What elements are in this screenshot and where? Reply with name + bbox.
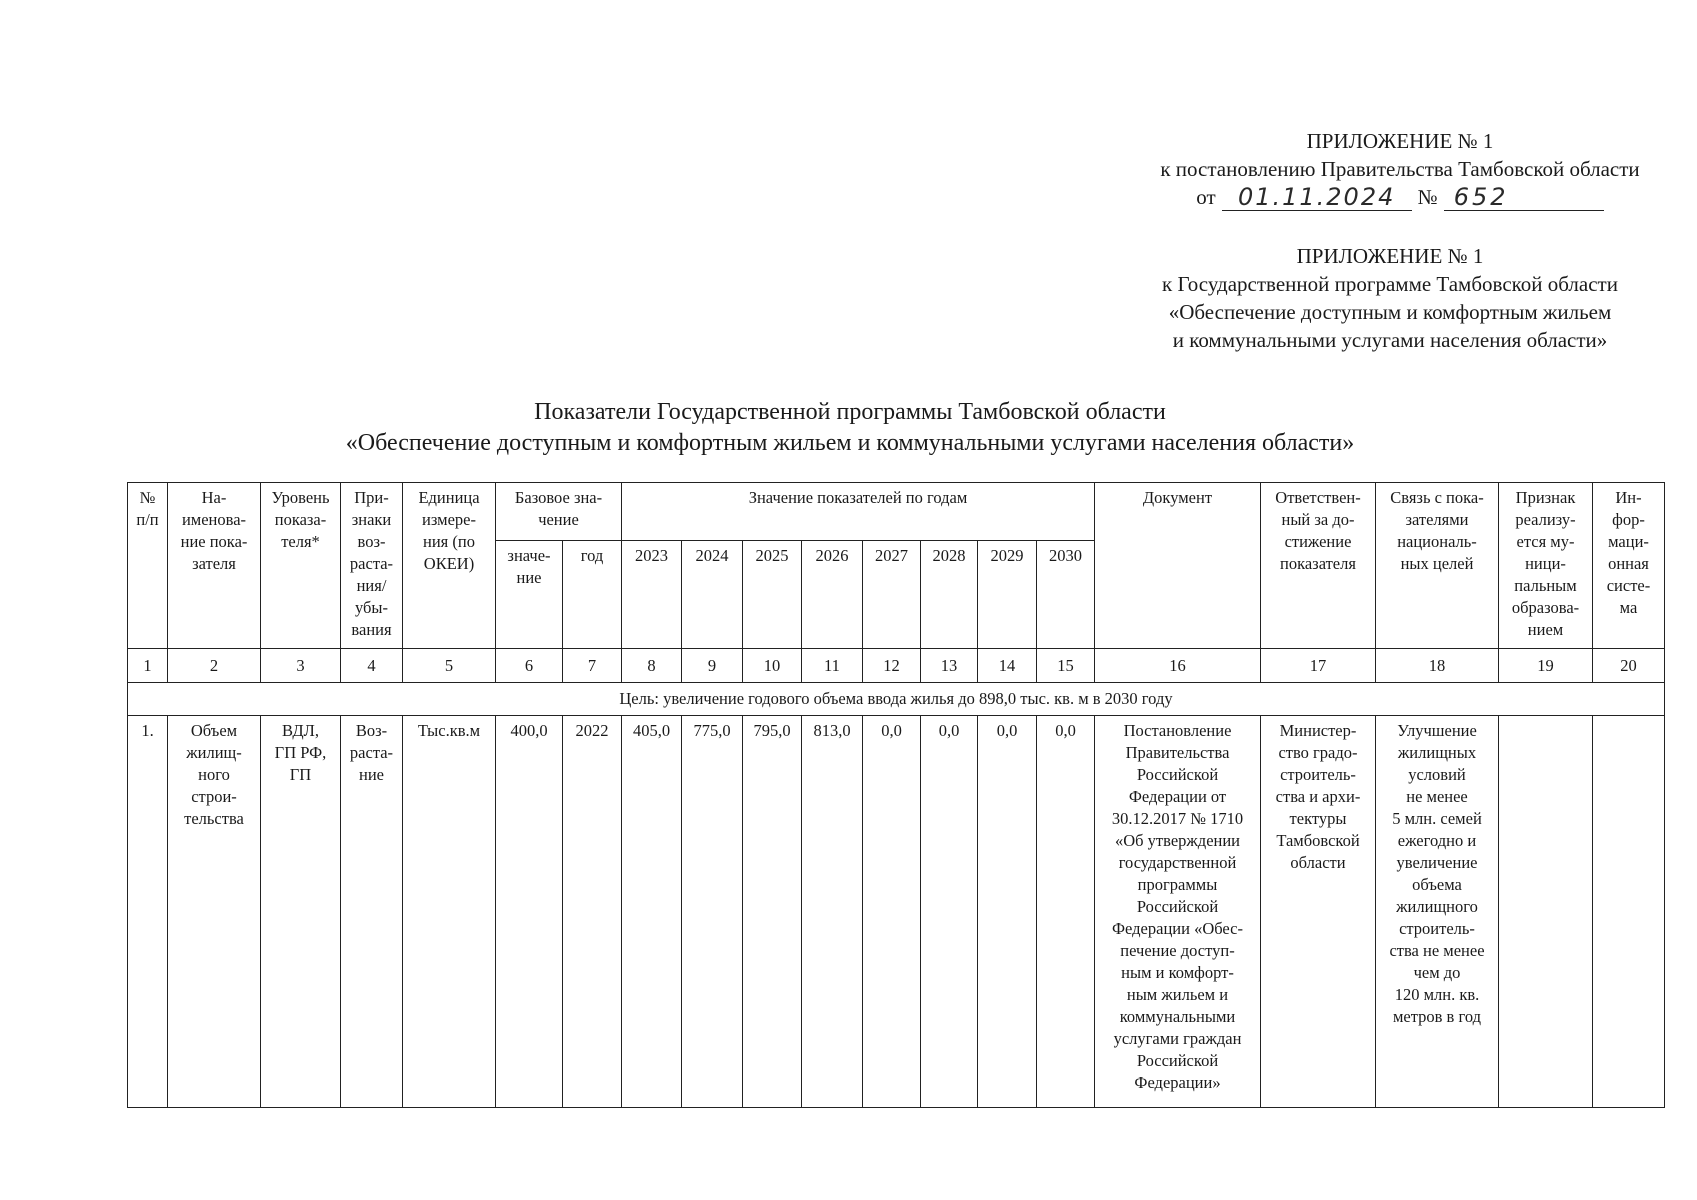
- column-number: 19: [1499, 649, 1593, 683]
- appendix-1-resolution-line: к постановлению Правительства Тамбовской области: [1160, 157, 1640, 181]
- column-number: 11: [802, 649, 863, 683]
- header-year: 2027: [863, 541, 921, 649]
- row-responsible: Министер- ство градо- строитель- ства и архи- тектуры Тамбовской области: [1261, 716, 1376, 1108]
- header-year: 2023: [622, 541, 682, 649]
- row-document: Постановление Правительства Российской Федерации от 30.12.2017 № 1710 «Об утверждении государственной программы Российской Федерации «Обес- печение доступ- ным и комфорт- ным жильем и коммунальными услугами граждан Российской Федерации»: [1095, 716, 1261, 1108]
- header-unit: Единица измере- ния (по ОКЕИ): [403, 483, 496, 649]
- row-level: ВДЛ, ГП РФ, ГП: [261, 716, 341, 1108]
- row-base-value: 400,0: [496, 716, 563, 1108]
- column-number: 4: [341, 649, 403, 683]
- row-unit: Тыс.кв.м: [403, 716, 496, 1108]
- row-indicator-name: Объем жилищ- ного строи- тельства: [168, 716, 261, 1108]
- column-number: 2: [168, 649, 261, 683]
- appendix-2-header: [1110, 242, 1670, 354]
- handwritten-number: 652: [1444, 184, 1604, 211]
- page-title-line-2: «Обеспечение доступным и комфортным жильем и коммунальными услугами населения области»: [345, 430, 1355, 456]
- row-year-value: 0,0: [978, 716, 1037, 1108]
- header-years-group: Значение показателей по годам: [622, 483, 1095, 541]
- ot-label: от: [1196, 185, 1216, 209]
- header-year: 2030: [1037, 541, 1095, 649]
- header-year: 2029: [978, 541, 1037, 649]
- column-number: 6: [496, 649, 563, 683]
- column-number: 3: [261, 649, 341, 683]
- row-year-value: 0,0: [1037, 716, 1095, 1108]
- header-sign: При- знаки воз- раста- ния/ убы- вания: [341, 483, 403, 649]
- column-number: 18: [1376, 649, 1499, 683]
- row-year-value: 0,0: [921, 716, 978, 1108]
- row-national-goal-link: Улучшение жилищных условий не менее 5 млн. семей ежегодно и увеличение объема жилищного строитель- ства не менее чем до 120 млн. кв. метров в год: [1376, 716, 1499, 1108]
- row-sign: Воз- раста- ние: [341, 716, 403, 1108]
- appendix-2-program-name-1: «Обеспечение доступным и комфортным жильем: [1168, 300, 1612, 324]
- header-link: Связь с пока- зателями националь- ных целей: [1376, 483, 1499, 649]
- row-year-value: 0,0: [863, 716, 921, 1108]
- row-num: 1.: [128, 716, 168, 1108]
- goal-row: [128, 683, 1665, 716]
- column-number: 10: [743, 649, 802, 683]
- appendix-2-program-line: к Государственной программе Тамбовской области: [1162, 272, 1618, 296]
- column-number: 15: [1037, 649, 1095, 683]
- row-base-year: 2022: [563, 716, 622, 1108]
- column-number-row: [128, 649, 1665, 683]
- column-number: 13: [921, 649, 978, 683]
- table-row: [128, 716, 1665, 1108]
- header-level: Уровень показа- теля*: [261, 483, 341, 649]
- column-number: 8: [622, 649, 682, 683]
- column-number: 1: [128, 649, 168, 683]
- column-number: 16: [1095, 649, 1261, 683]
- column-number: 9: [682, 649, 743, 683]
- header-responsible: Ответствен- ный за до- стижение показателя: [1261, 483, 1376, 649]
- header-year: 2028: [921, 541, 978, 649]
- row-year-value: 813,0: [802, 716, 863, 1108]
- appendix-1-header: [1130, 127, 1670, 211]
- header-document: Документ: [1095, 483, 1261, 649]
- page-title-line-1: Показатели Государственной программы Тамбовской области: [534, 399, 1166, 425]
- header-base: Базовое зна- чение: [496, 483, 622, 541]
- column-number: 12: [863, 649, 921, 683]
- header-name: На- именова- ние пока- зателя: [168, 483, 261, 649]
- header-row-1: [128, 483, 1665, 541]
- header-year: 2026: [802, 541, 863, 649]
- column-number: 14: [978, 649, 1037, 683]
- header-municipal: Признак реализу- ется му- ници- пальным образова- нием: [1499, 483, 1593, 649]
- appendix-1-date-line: [1130, 183, 1670, 211]
- row-year-value: 405,0: [622, 716, 682, 1108]
- appendix-2-program-name-2: и коммунальными услугами населения области»: [1172, 328, 1608, 352]
- number-label: №: [1417, 185, 1438, 209]
- header-year: 2025: [743, 541, 802, 649]
- row-info-system: [1593, 716, 1665, 1108]
- page-title: [130, 397, 1570, 459]
- handwritten-date: 01.11.2024: [1222, 184, 1412, 211]
- row-municipal-flag: [1499, 716, 1593, 1108]
- row-year-value: 795,0: [743, 716, 802, 1108]
- column-number: 20: [1593, 649, 1665, 683]
- header-year: 2024: [682, 541, 743, 649]
- header-base-value: значе- ние: [496, 541, 563, 649]
- row-year-value: 775,0: [682, 716, 743, 1108]
- appendix-2-title: ПРИЛОЖЕНИЕ № 1: [1296, 244, 1484, 268]
- header-infosystem: Ин- фор- маци- онная систе- ма: [1593, 483, 1665, 649]
- appendix-1-title: ПРИЛОЖЕНИЕ № 1: [1306, 129, 1494, 153]
- indicators-table: [127, 482, 1665, 1108]
- column-number: 7: [563, 649, 622, 683]
- goal-text: Цель: увеличение годового объема ввода жилья до 898,0 тыс. кв. м в 2030 году: [128, 683, 1665, 716]
- header-base-year: год: [563, 541, 622, 649]
- column-number: 5: [403, 649, 496, 683]
- header-num: № п/п: [128, 483, 168, 649]
- column-number: 17: [1261, 649, 1376, 683]
